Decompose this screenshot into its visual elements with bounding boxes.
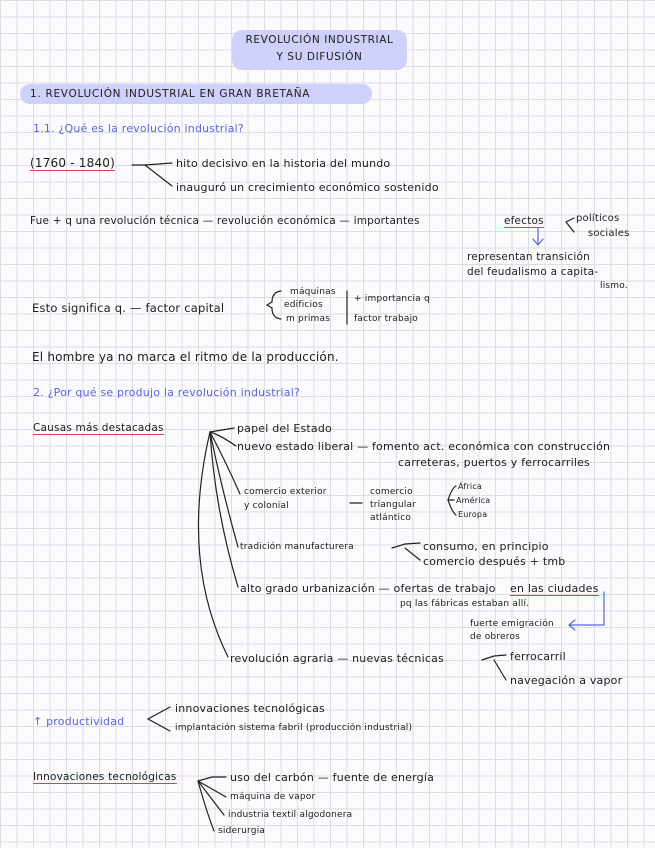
maquinas-label: máquinas <box>290 287 336 297</box>
innovaciones-label: Innovaciones tecnológicas <box>33 771 177 783</box>
productividad-a: innovaciones tecnológicas <box>175 702 325 715</box>
definition-2: inauguró un crecimiento económico sostenido <box>176 181 439 194</box>
page-title-line2: Y SU DIFUSIÓN <box>276 51 363 63</box>
africa-label: África <box>458 482 483 491</box>
cause-5: alto grado urbanización — ofertas de trabajo <box>240 582 496 595</box>
cause-4a: consumo, en principio <box>423 540 549 553</box>
cause-5b: pq las fábricas estaban allí. <box>400 599 530 609</box>
dates-label: (1760 - 1840) <box>30 156 116 170</box>
cause-2b: carreteras, puertos y ferrocarriles <box>398 456 590 469</box>
cause-2: nuevo estado liberal — fomento act. económica con construcción <box>237 440 611 453</box>
fue-line: Fue + q una revolución técnica — revolución económica — importantes <box>30 215 420 227</box>
innovacion-4: siderurgia <box>218 826 266 836</box>
importancia-1: + importancia q <box>354 294 430 304</box>
comercio-triangular-3: atlántico <box>370 513 412 523</box>
efectos-word: efectos <box>504 215 544 227</box>
innovacion-3: industria textil algodonera <box>228 810 353 820</box>
cause-1: papel del Estado <box>237 422 332 435</box>
causas-label: Causas más destacadas <box>33 422 164 434</box>
esto-significa: Esto significa q. — factor capital <box>32 301 225 315</box>
productividad-b: implantación sistema fabril (producción industrial) <box>175 723 413 733</box>
representan-3: lismo. <box>600 281 628 291</box>
innovacion-1: uso del carbón — fuente de energía <box>230 771 435 784</box>
america-label: América <box>456 496 491 505</box>
comercio-triangular-1: comercio <box>370 487 413 497</box>
hombre-line: El hombre ya no marca el ritmo de la producción. <box>32 350 339 364</box>
ferrocarril-label: ferrocarril <box>510 650 566 663</box>
question-1-1: 1.1. ¿Qué es la revolución industrial? <box>33 122 244 135</box>
cause-3a: comercio exterior <box>244 487 327 497</box>
section1-heading: 1. REVOLUCIÓN INDUSTRIAL EN GRAN BRETAÑA <box>30 88 311 100</box>
navegacion-label: navegación a vapor <box>510 674 623 687</box>
edificios-label: edificios <box>284 300 323 310</box>
cause-5-ciudades: en las ciudades <box>510 582 599 595</box>
europa-label: Europa <box>458 510 488 519</box>
innovacion-2: máquina de vapor <box>230 792 316 802</box>
cause-4: tradición manufacturera <box>240 542 354 552</box>
question-2: 2. ¿Por qué se produjo la revolución industrial? <box>33 386 301 399</box>
cause-4b: comercio después + tmb <box>423 555 566 568</box>
sociales-label: sociales <box>588 228 630 239</box>
comercio-triangular-2: triangular <box>370 500 417 510</box>
page-title-line1: REVOLUCIÓN INDUSTRIAL <box>245 34 394 46</box>
cause-3b: y colonial <box>244 501 289 511</box>
representan-2: del feudalismo a capita- <box>467 266 599 278</box>
definition-1: hito decisivo en la historia del mundo <box>176 157 391 170</box>
emigracion-1: fuerte emigración <box>470 619 554 629</box>
productividad-label: ↑ productividad <box>33 715 125 728</box>
emigracion-2: de obreros <box>470 632 521 642</box>
cause-6: revolución agraria — nuevas técnicas <box>230 652 444 665</box>
importancia-2: factor trabajo <box>354 314 419 324</box>
politicos-label: políticos <box>576 213 620 224</box>
representan-1: representan transición <box>467 251 590 263</box>
mprimas-label: m primas <box>286 314 331 324</box>
